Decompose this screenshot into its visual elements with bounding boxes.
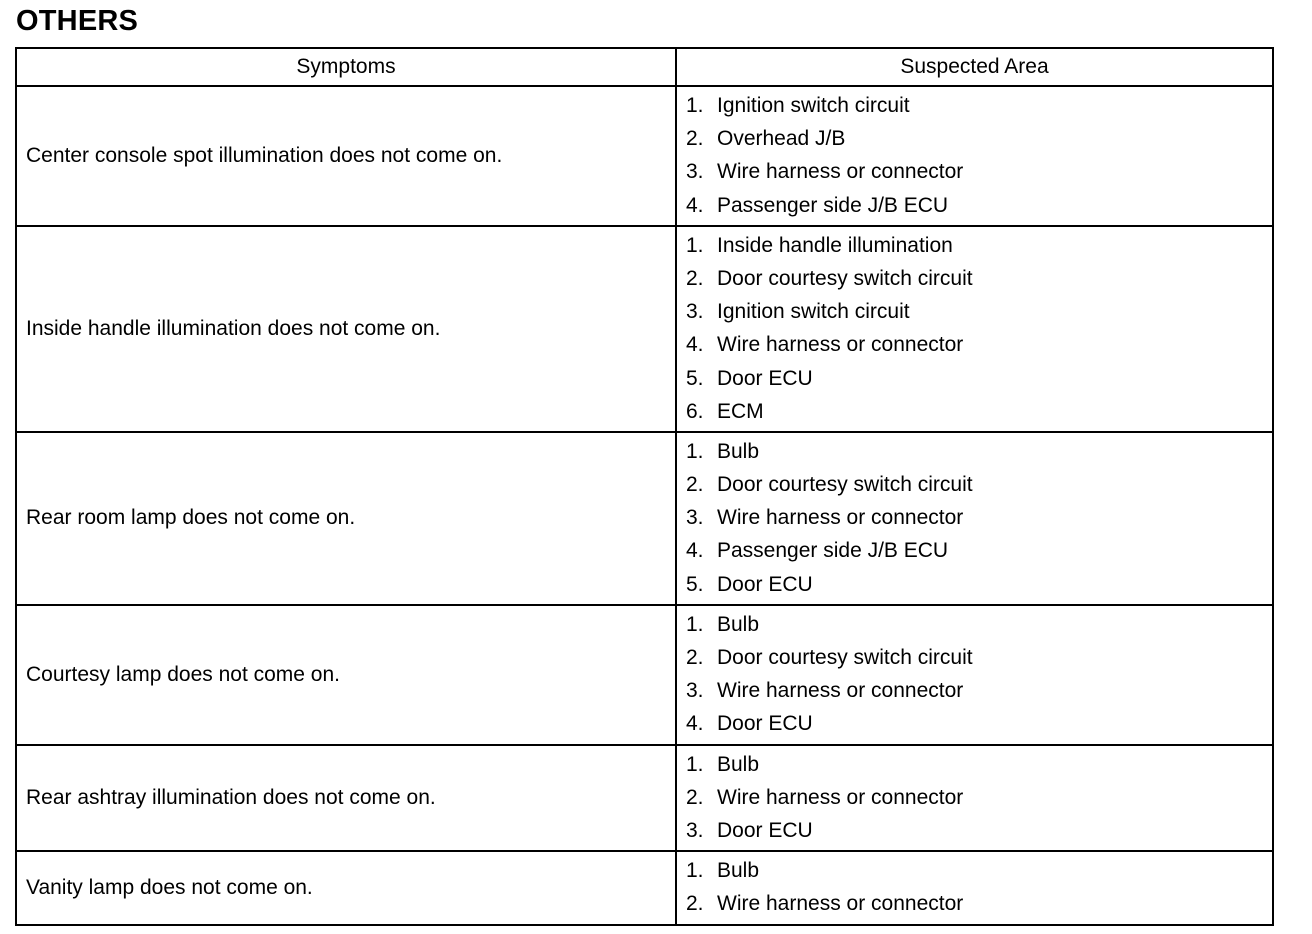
header-row [16,48,1273,86]
list-item [677,189,1272,222]
symptom-cell: Rear ashtray illumination does not come on. [16,745,676,852]
list-item-text: Door ECU [717,366,813,390]
list-item-text: Wire harness or connector [717,679,964,703]
list-item-number: 3. [686,160,704,184]
list-item-text: Wire harness or connector [717,160,964,184]
list-item [677,707,1272,740]
list-item-text: Ignition switch circuit [717,300,910,324]
list-item [677,501,1272,534]
list-item-number: 1. [686,752,704,776]
list-item [677,262,1272,295]
list-item-number: 2. [686,785,704,809]
list-item-text: Wire harness or connector [717,333,964,357]
list-item [677,854,1272,887]
list-item-text: Door courtesy switch circuit [717,266,973,290]
list-item-number: 2. [686,892,704,916]
suspected-area-list [677,229,1272,428]
table-row [16,851,1273,924]
list-item-text: Wire harness or connector [717,892,964,916]
list-item-number: 2. [686,473,704,497]
suspected-area-cell [676,432,1273,605]
list-item-number: 2. [686,266,704,290]
list-item [677,534,1272,567]
suspected-area-list [677,608,1272,741]
column-header-suspected-area: Suspected Area [676,48,1273,86]
list-item-number: 4. [686,333,704,357]
list-item [677,229,1272,262]
list-item-number: 3. [686,300,704,324]
list-item-number: 3. [686,506,704,530]
table-row [16,86,1273,226]
list-item-text: Passenger side J/B ECU [717,193,949,217]
list-item-text: Bulb [717,439,760,463]
suspected-area-cell [676,851,1273,924]
list-item-text: ECM [717,399,764,423]
list-item-text: Door ECU [717,712,813,736]
list-item-text: Overhead J/B [717,127,846,151]
list-item [677,122,1272,155]
list-item [677,568,1272,601]
table-header [16,48,1273,86]
list-item [677,435,1272,468]
list-item-number: 3. [686,679,704,703]
list-item-text: Door ECU [717,572,813,596]
list-item-number: 1. [686,439,704,463]
symptom-cell: Inside handle illumination does not come on. [16,226,676,432]
list-item-text: Door courtesy switch circuit [717,473,973,497]
list-item [677,608,1272,641]
list-item [677,814,1272,847]
list-item-number: 4. [686,193,704,217]
list-item [677,362,1272,395]
list-item-number: 1. [686,612,704,636]
suspected-area-list [677,854,1272,920]
list-item-text: Wire harness or connector [717,506,964,530]
list-item-text: Door courtesy switch circuit [717,646,973,669]
table-row [16,432,1273,605]
suspected-area-list [677,748,1272,848]
list-item-number: 5. [686,366,704,390]
suspected-area-cell [676,745,1273,852]
list-item [677,468,1272,501]
list-item [677,748,1272,781]
section-title: OTHERS [16,5,139,37]
list-item-text: Ignition switch circuit [717,94,910,117]
list-item-number: 3. [686,818,704,842]
list-item-text: Bulb [717,612,760,636]
symptom-cell: Rear room lamp does not come on. [16,432,676,605]
list-item-number: 6. [686,399,704,423]
symptom-table [15,47,1274,926]
list-item-number: 1. [686,859,704,883]
suspected-area-cell [676,226,1273,432]
symptom-cell: Courtesy lamp does not come on. [16,605,676,745]
list-item [677,89,1272,122]
list-item [677,155,1272,188]
table-row [16,226,1273,432]
column-header-symptoms: Symptoms [16,48,676,86]
suspected-area-list [677,435,1272,601]
symptom-cell: Center console spot illumination does not come on. [16,86,676,226]
list-item-number: 4. [686,539,704,563]
list-item-number: 1. [686,233,704,257]
list-item-number: 1. [686,94,704,117]
list-item-number: 4. [686,712,704,736]
list-item-number: 5. [686,572,704,596]
list-item-text: Wire harness or connector [717,785,964,809]
suspected-area-list [677,89,1272,222]
list-item-text: Bulb [717,752,760,776]
list-item [677,328,1272,361]
list-item-number: 2. [686,127,704,151]
list-item [677,674,1272,707]
table-row [16,605,1273,745]
list-item [677,781,1272,814]
suspected-area-cell [676,86,1273,226]
table-body [16,86,1273,925]
table-row [16,745,1273,852]
list-item-text: Passenger side J/B ECU [717,539,949,563]
symptom-cell: Vanity lamp does not come on. [16,851,676,924]
list-item [677,887,1272,920]
list-item-number: 2. [686,646,704,669]
list-item-text: Bulb [717,859,760,883]
list-item [677,295,1272,328]
list-item [677,395,1272,428]
list-item-text: Door ECU [717,818,813,842]
list-item [677,641,1272,674]
suspected-area-cell [676,605,1273,745]
list-item-text: Inside handle illumination [717,233,953,257]
